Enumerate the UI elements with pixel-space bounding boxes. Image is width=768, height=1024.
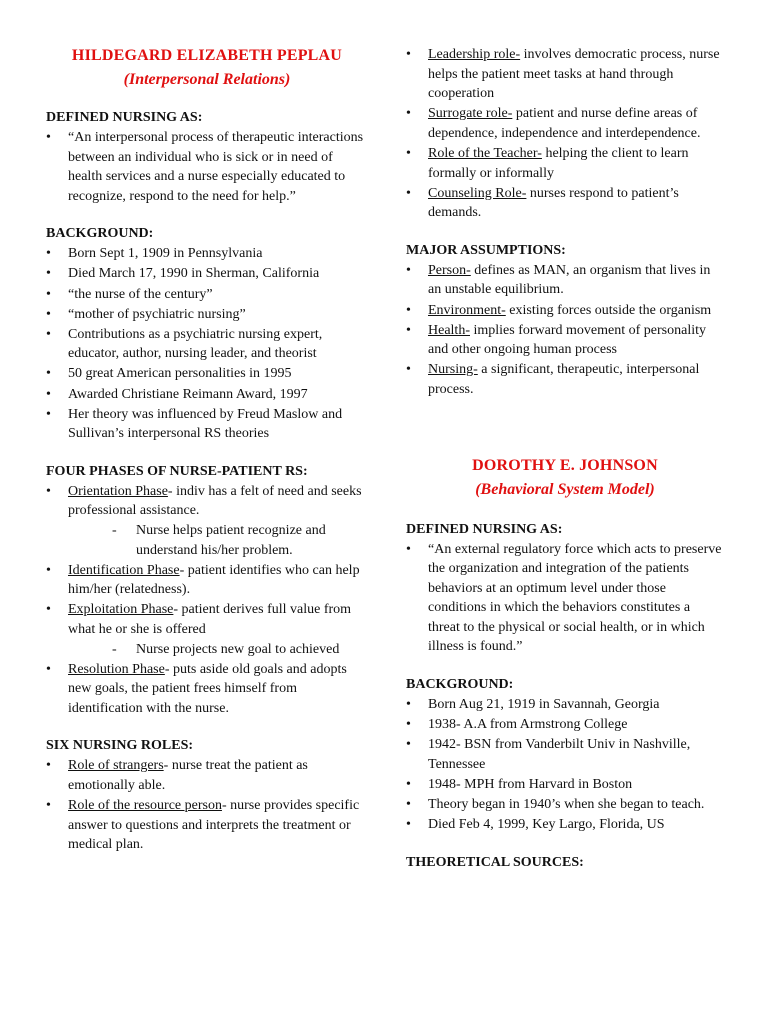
phase-text: - patient identifies who can help him/her (relatedness). (68, 562, 360, 598)
list-item: • Died Feb 4, 1999, Key Largo, Florida, US (406, 815, 724, 835)
list-item (46, 660, 368, 719)
list-item (406, 144, 724, 183)
role-term: Counseling Role- (428, 185, 527, 201)
list-item (46, 756, 368, 795)
phase-text: - puts aside old goals and adopts new goals, the patient frees himself from identification with the nurse. (68, 661, 347, 716)
list-item: • Died March 17, 1990 in Sherman, California (46, 264, 368, 284)
phase-sub-list (46, 521, 368, 560)
phase-sub-list (46, 640, 368, 660)
assumption-text: a significant, therapeutic, interpersonal process. (428, 362, 700, 397)
list-item: • 1942- BSN from Vanderbilt Univ in Nashville, Tennessee (406, 735, 724, 774)
assumption-text: implies forward movement of personality and other ongoing human process (428, 322, 706, 358)
list-item (46, 482, 368, 560)
peplau-defined-text: • “An interpersonal process of therapeutic interactions between an individual who is sick or in need of health services and a nurse especially educated to recognize, respond to the need for help.” (46, 128, 368, 206)
role-term: Role of the Teacher- (428, 145, 542, 161)
peplau-subtitle: (Interpersonal Relations) (123, 71, 291, 88)
list-item: • 1948- MPH from Harvard in Boston (406, 775, 724, 795)
assumption-text: defines as MAN, an organism that lives in an unstable equilibrium. (428, 262, 711, 298)
phase-term: Orientation Phase (68, 483, 168, 499)
list-item (46, 796, 368, 855)
johnson-sources-heading: THEORETICAL SOURCES: (406, 854, 584, 870)
list-item: • 50 great American personalities in 1995 (46, 364, 368, 384)
assumption-term: Environment- (428, 302, 506, 318)
peplau-roles-list-right (406, 45, 724, 223)
phase-term: Identification Phase (68, 562, 180, 578)
list-item: • Contributions as a psychiatric nursing expert, educator, author, nursing leader, and theorist (46, 325, 368, 364)
peplau-name: HILDEGARD ELIZABETH PEPLAU (71, 47, 343, 64)
role-term: Role of strangers (68, 758, 164, 774)
list-item: • Theory began in 1940’s when she began to teach. (406, 795, 724, 815)
peplau-background-heading: BACKGROUND: (46, 226, 154, 242)
johnson-defined-heading: DEFINED NURSING AS: (406, 521, 563, 537)
role-text: patient and nurse define areas of dependence, independence and interdependence. (428, 106, 701, 141)
peplau-defined-list (46, 128, 368, 206)
phase-sub-item: - Nurse projects new goal to achieved (46, 640, 368, 660)
assumption-term: Nursing- (428, 362, 478, 378)
johnson-subtitle: (Behavioral System Model) (475, 480, 655, 498)
list-item (406, 104, 724, 143)
johnson-name: DOROTHY E. JOHNSON (472, 456, 658, 474)
peplau-defined-heading: DEFINED NURSING AS: (46, 110, 203, 125)
assumption-term: Person- (428, 262, 471, 278)
peplau-assumptions-heading: MAJOR ASSUMPTIONS: (406, 242, 566, 258)
left-column (46, 0, 368, 855)
peplau-title-block (46, 44, 368, 92)
role-term: Leadership role- (428, 47, 521, 62)
peplau-phases-heading: FOUR PHASES OF NURSE-PATIENT RS: (46, 463, 308, 479)
phase-text: - patient derives full value from what he or she is offered (68, 602, 352, 637)
role-text: - nurse provides specific answer to questions and interprets the treatment or medical plan. (68, 798, 360, 853)
list-item: • 1938- A.A from Armstrong College (406, 715, 724, 735)
peplau-roles-heading: SIX NURSING ROLES: (46, 738, 194, 754)
johnson-title-block (406, 454, 724, 502)
list-item (406, 301, 724, 321)
list-item: • “mother of psychiatric nursing” (46, 305, 368, 325)
list-item: • “the nurse of the century” (46, 285, 368, 305)
list-item (406, 184, 724, 223)
role-term: Surrogate role- (428, 106, 513, 122)
list-item (406, 360, 724, 399)
johnson-defined-text: • “An external regulatory force which acts to preserve the organization and integration of the patients behaviors at an optimum level under those conditions in which the behaviors constitutes a threat to the physical or social health, or in which illness is found.” (406, 540, 724, 658)
assumption-text: existing forces outside the organism (505, 302, 712, 318)
assumption-term: Health- (428, 322, 470, 338)
role-term: Role of the resource person (68, 798, 222, 814)
list-item: • Awarded Christiane Reimann Award, 1997 (46, 385, 368, 405)
johnson-defined-list (406, 540, 724, 658)
list-item (406, 45, 724, 104)
phase-sub-item: - Nurse helps patient recognize and understand his/her problem. (46, 521, 368, 560)
peplau-phases-list (46, 482, 368, 719)
phase-text: - indiv has a felt of need and seeks professional assistance. (68, 483, 362, 519)
peplau-background-list (46, 244, 368, 443)
phase-term: Resolution Phase (68, 661, 165, 677)
list-item: • Born Aug 21, 1919 in Savannah, Georgia (406, 695, 724, 715)
role-text: nurses respond to patient’s demands. (428, 185, 679, 221)
list-item: • Her theory was influenced by Freud Maslow and Sullivan’s interpersonal RS theories (46, 405, 368, 444)
phase-term: Exploitation Phase (68, 602, 174, 618)
johnson-background-heading: BACKGROUND: (406, 677, 514, 693)
peplau-assumptions-list (406, 261, 724, 400)
list-item: • Born Sept 1, 1909 in Pennsylvania (46, 244, 368, 264)
role-text: - nurse treat the patient as emotionally able. (68, 758, 308, 794)
peplau-roles-list-left (46, 756, 368, 854)
right-column (406, 0, 724, 873)
role-text: helping the client to learn formally or informally (428, 145, 689, 181)
list-item (46, 600, 368, 659)
role-text: involves democratic process, nurse helps the patient meet tasks at hand through cooperation (428, 47, 720, 102)
list-item (46, 561, 368, 600)
list-item (406, 321, 724, 360)
johnson-background-list (406, 695, 724, 835)
list-item (406, 261, 724, 300)
